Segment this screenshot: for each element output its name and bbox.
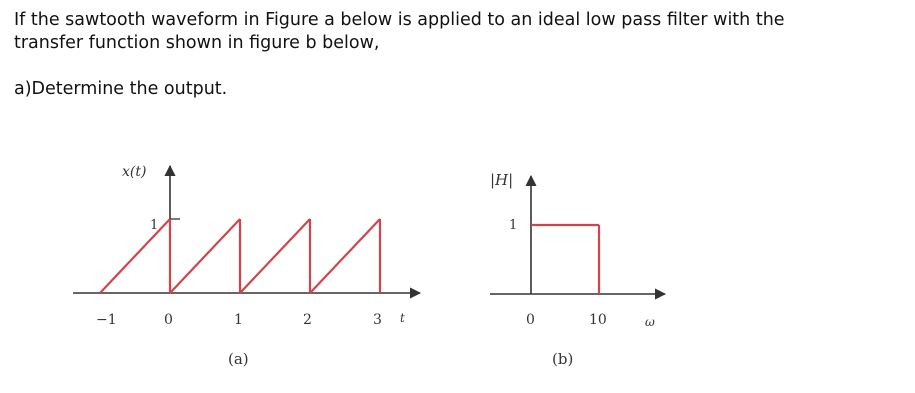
- fig-a-sawtooth-segment: [100, 219, 170, 293]
- fig-a-y-tick-label: 1: [150, 218, 159, 233]
- fig-a-waveform-group: [100, 219, 380, 293]
- figure-a: [73, 164, 420, 368]
- fig-a-x-tick-label: −1: [96, 312, 117, 328]
- question-part-a: a)Determine the output.: [14, 79, 228, 99]
- fig-a-caption: (a): [228, 350, 249, 368]
- fig-b-x-tick-label: 10: [589, 312, 607, 328]
- fig-a-x-tick-label: 1: [234, 312, 243, 328]
- fig-b-response-group: [531, 225, 599, 294]
- fig-a-y-label: x(t): [122, 164, 147, 180]
- fig-a-x-label: t: [400, 311, 405, 325]
- question-line-2: transfer function shown in figure b below,: [14, 33, 380, 53]
- fig-b-y-label: |H|: [490, 171, 514, 189]
- fig-b-x-label: ω: [645, 315, 655, 329]
- fig-a-x-tick-label: 3: [373, 312, 382, 328]
- figure-b: [490, 171, 665, 368]
- fig-a-x-tick-label: 2: [303, 312, 312, 328]
- fig-a-sawtooth-segment: [170, 219, 240, 293]
- fig-a-sawtooth-segment: [310, 219, 380, 293]
- fig-b-y-tick-label: 1: [509, 218, 518, 233]
- question-line-1: If the sawtooth waveform in Figure a below is applied to an ideal low pass filter with the: [14, 10, 785, 30]
- fig-a-sawtooth-segment: [240, 219, 310, 293]
- fig-b-caption: (b): [552, 350, 574, 368]
- fig-b-x-tick-label: 0: [526, 312, 535, 328]
- fig-a-x-tick-label: 0: [164, 312, 173, 328]
